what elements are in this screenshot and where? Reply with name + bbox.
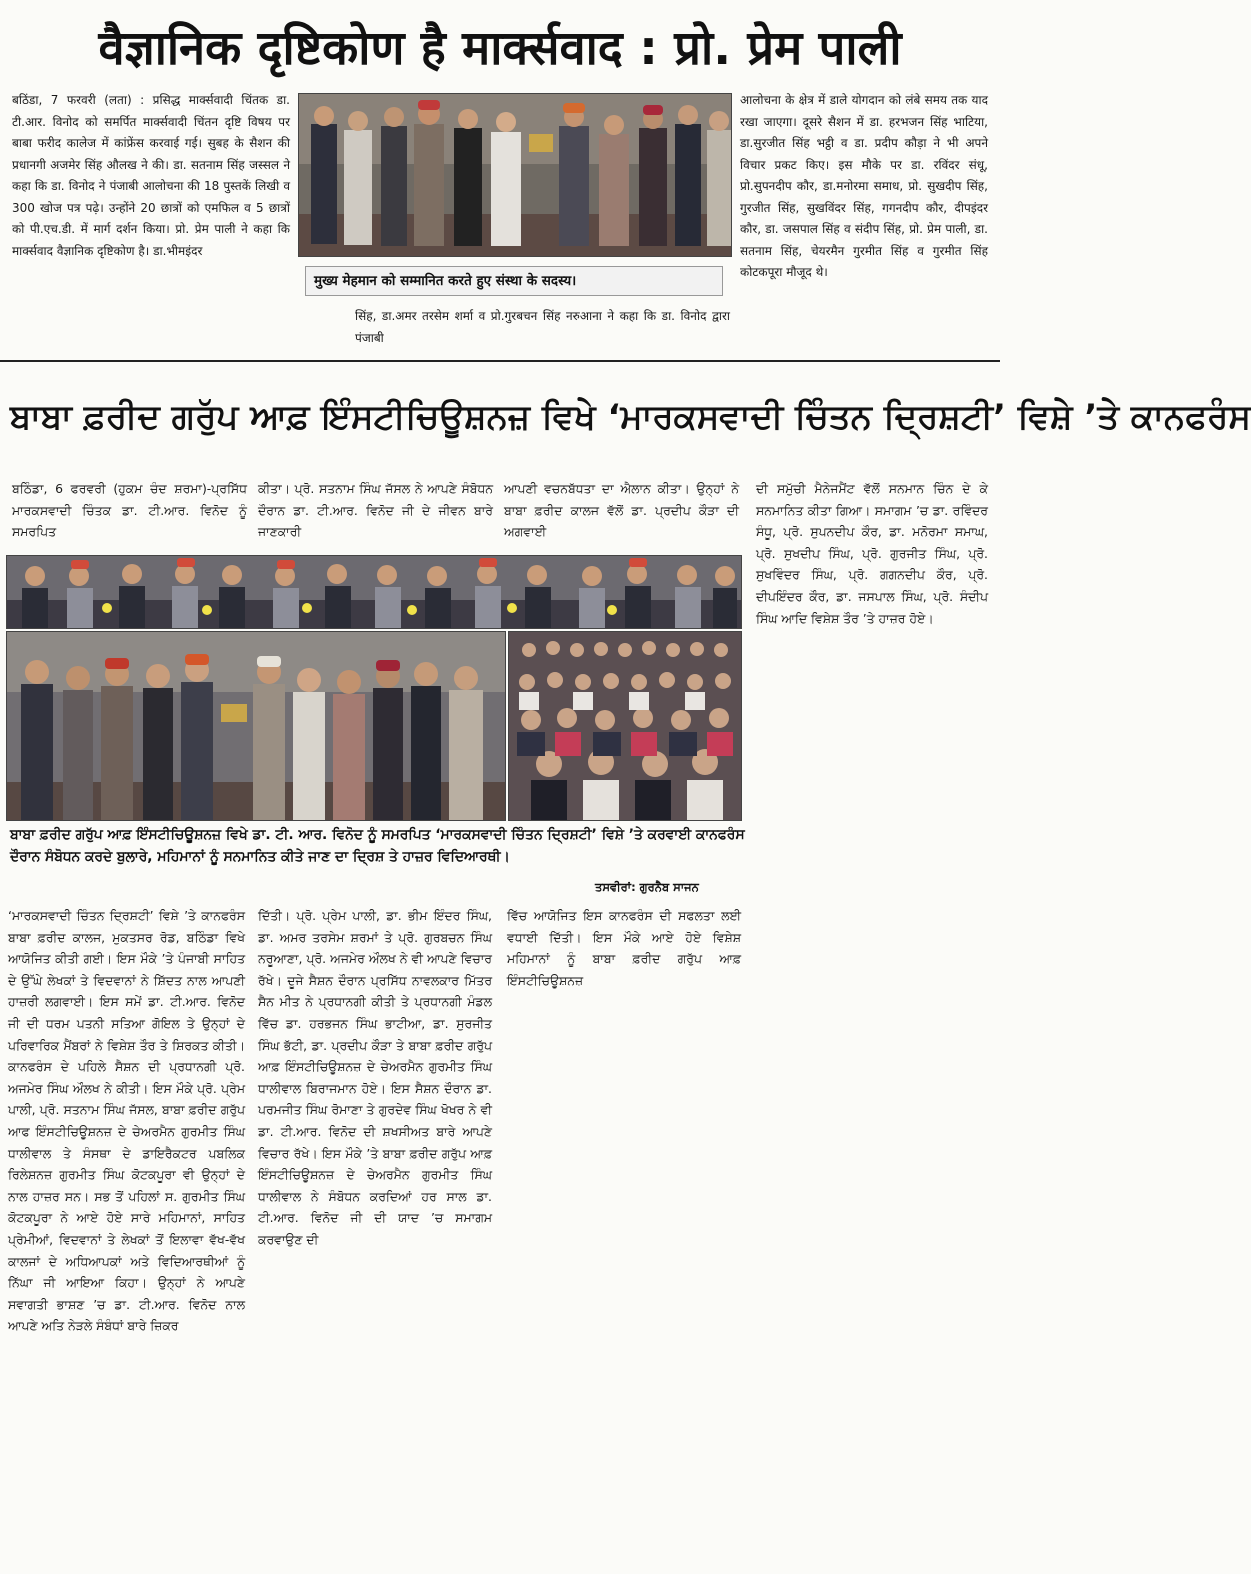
hindi-headline: वैज्ञानिक दृष्टिकोण है मार्क्सवाद : प्रो. प्रेम पाली	[98, 21, 902, 76]
hindi-felicitation-photo	[298, 93, 732, 257]
punjabi-stage-photo	[6, 555, 742, 629]
punjabi-photo-caption: ਬਾਬਾ ਫ਼ਰੀਦ ਗਰੁੱਪ ਆਫ਼ ਇੰਸਟੀਚਿਊਸ਼ਨਜ਼ ਵਿਖੇ ਡਾ. ਟੀ. ਆਰ. ਵਿਨੋਦ ਨੂੰ ਸਮਰਪਿਤ ‘ਮਾਰਕਸਵਾਦੀ ਚਿੰਤਨ ਦ੍ਰਿਸ਼ਟੀ’ ਵਿਸ਼ੇ ’ਤੇ ਕਰਵਾਈ ਕਾਨਫਰੰਸ ਦੌਰਾਨ ਸੰਬੋਧਨ ਕਰਦੇ ਬੁਲਾਰੇ, ਮਹਿਮਾਨਾਂ ਨੂੰ ਸਨਮਾਨਿਤ ਕੀਤੇ ਜਾਣ ਦਾ ਦ੍ਰਿਸ਼ ਤੇ ਹਾਜ਼ਰ ਵਿਦਿਆਰਥੀ।	[10, 827, 745, 865]
hindi-photo-caption: मुख्य मेहमान को सम्मानित करते हुए संस्था के सदस्य।	[305, 266, 723, 296]
punjabi-top-column-3: ਆਪਣੀ ਵਚਨਬੱਧਤਾ ਦਾ ਐਲਾਨ ਕੀਤਾ। ਉਨ੍ਹਾਂ ਨੇ ਬਾਬਾ ਫ਼ਰੀਦ ਕਾਲਜ ਵੱਲੋਂ ਡਾ. ਪ੍ਰਦੀਪ ਕੌੜਾ ਦੀ ਅਗਵਾਈ	[504, 481, 739, 540]
hindi-column-2: सिंह, डा.अमर तरसेम शर्मा व प्रो.गुरबचन सिंह नरुआना ने कहा कि डा. विनोद द्वारा पंजाबी	[355, 309, 730, 345]
punjabi-bottom-column-1: ‘ਮਾਰਕਸਵਾਦੀ ਚਿੰਤਨ ਦ੍ਰਿਸ਼ਟੀ’ ਵਿਸ਼ੇ ’ਤੇ ਕਾਨਫਰੰਸ ਬਾਬਾ ਫ਼ਰੀਦ ਕਾਲਜ, ਮੁਕਤਸਰ ਰੋਡ, ਬਠਿੰਡਾ ਵਿਖੇ ਆਯੋਜਿਤ ਕੀਤੀ ਗਈ। ਇਸ ਮੌਕੇ ’ਤੇ ਪੰਜਾਬੀ ਸਾਹਿਤ ਦੇ ਉੱਘੇ ਲੇਖਕਾਂ ਤੇ ਵਿਦਵਾਨਾਂ ਨੇ ਸ਼ਿੱਦਤ ਨਾਲ ਆਪਣੀ ਹਾਜ਼ਰੀ ਲਗਵਾਈ। ਇਸ ਸਮੇਂ ਡਾ. ਟੀ.ਆਰ. ਵਿਨੋਦ ਜੀ ਦੀ ਧਰਮ ਪਤਨੀ ਸਤਿਆ ਗੋਇਲ ਤੇ ਉਨ੍ਹਾਂ ਦੇ ਪਰਿਵਾਰਿਕ ਮੈਂਬਰਾਂ ਨੇ ਵਿਸ਼ੇਸ਼ ਤੌਰ ਤੇ ਸ਼ਿਰਕਤ ਕੀਤੀ। ਕਾਨਫਰੰਸ ਦੇ ਪਹਿਲੇ ਸੈਸ਼ਨ ਦੀ ਪ੍ਰਧਾਨਗੀ ਪ੍ਰੋ. ਅਜਮੇਰ ਸਿੰਘ ਔਲਖ ਨੇ ਕੀਤੀ। ਇਸ ਮੌਕੇ ਪ੍ਰੋ. ਪ੍ਰੇਮ ਪਾਲੀ, ਪ੍ਰੋ. ਸਤਨਾਮ ਸਿੰਘ ਜੱਸਲ, ਬਾਬਾ ਫ਼ਰੀਦ ਗਰੁੱਪ ਆਫ ਇੰਸਟੀਚਿਊਸ਼ਨਜ਼ ਦੇ ਚੇਅਰਮੈਨ ਗੁਰਮੀਤ ਸਿੰਘ ਧਾਲੀਵਾਲ ਤੇ ਸੰਸਥਾ ਦੇ ਡਾਇਰੈਕਟਰ ਪਬਲਿਕ ਰਿਲੇਸ਼ਨਜ਼ ਗੁਰਮੀਤ ਸਿੰਘ ਕੋਟਕਪੂਰਾ ਵੀ ਉਨ੍ਹਾਂ ਦੇ ਨਾਲ ਹਾਜ਼ਰ ਸਨ। ਸਭ ਤੋਂ ਪਹਿਲਾਂ ਸ. ਗੁਰਮੀਤ ਸਿੰਘ ਕੋਟਕਪੂਰਾ ਨੇ ਆਏ ਹੋਏ ਸਾਰੇ ਮਹਿਮਾਨਾਂ, ਸਾਹਿਤ ਪ੍ਰੇਮੀਆਂ, ਵਿਦਵਾਨਾਂ ਤੇ ਲੇਖਕਾਂ ਤੋਂ ਇਲਾਵਾ ਵੱਖ-ਵੱਖ ਕਾਲਜਾਂ ਦੇ ਅਧਿਆਪਕਾਂ ਅਤੇ ਵਿਦਿਆਰਥੀਆਂ ਨੂੰ ਨਿੱਘਾ ਜੀ ਆਇਆ ਕਿਹਾ। ਉਨ੍ਹਾਂ ਨੇ ਆਪਣੇ ਸਵਾਗਤੀ ਭਾਸ਼ਣ ’ਚ ਡਾ. ਟੀ.ਆਰ. ਵਿਨੋਦ ਨਾਲ ਆਪਣੇ ਅਤਿ ਨੇੜਲੇ ਸੰਬੰਧਾਂ ਬਾਰੇ ਜ਼ਿਕਰ	[8, 908, 245, 1334]
punjabi-headline: ਬਾਬਾ ਫ਼ਰੀਦ ਗਰੁੱਪ ਆਫ਼ ਇੰਸਟੀਚਿਊਸ਼ਨਜ਼ ਵਿਖੇ ‘ਮਾਰਕਸਵਾਦੀ ਚਿੰਤਨ ਦ੍ਰਿਸ਼ਟੀ’ ਵਿਸ਼ੇ ’ਤੇ ਕਾਨਫਰੰਸ	[10, 397, 1251, 437]
hindi-column-3: आलोचना के क्षेत्र में डाले योगदान को लंबे समय तक याद रखा जाएगा। दूसरे सैशन में डा. हरभजन सिंह भाटिया, डा.सुरजीत सिंह भट्ठी व डा. प्रदीप कौड़ा ने भी अपने विचार प्रकट किए। इस मौके पर डा. रविंदर संधू, प्रो.सुपनदीप कौर, डा.मनोरमा समाध, प्रो. सुखदीप सिंह, गुरजीत सिंह, सुखविंदर सिंह, गगनदीप कौर, दीपइंदर कौर, डा. जसपाल सिंह व संदीप सिंह, प्रो. प्रेम पाली, डा. सतनाम सिंह, चेयरमैन गुरमीत सिंह व गुरमीत सिंह कोटकपूरा मौजूद थे।	[740, 93, 988, 279]
photo-credit: ਤਸਵੀਰਾਂ: ਗੁਰਨੈਬ ਸਾਜਨ	[595, 880, 699, 894]
article-divider	[0, 360, 1000, 362]
punjabi-felicitation-photo	[6, 631, 506, 821]
hindi-column-1: बठिंडा, 7 फरवरी (लता) : प्रसिद्ध मार्क्सवादी चिंतक डा. टी.आर. विनोद को समर्पित मार्क्सवादी चिंतन दृष्टि विषय पर बाबा फरीद कालेज में कांफ्रेंस करवाई गई। सुबह के सैशन की प्रधानगी अजमेर सिंह औलख ने की। डा. सतनाम सिंह जस्सल ने कहा कि डा. विनोद ने पंजाबी आलोचना की 18 पुस्तकें लिखी व 300 खोज पत्र पढ़े। उन्होंने 20 छात्रों को एमफिल व 5 छात्रों को पी.एच.डी. में मार्ग दर्शन किया। प्रो. प्रेम पाली ने कहा कि मार्क्सवाद वैज्ञानिक दृष्टिकोण है। डा.भीमइंदर	[12, 93, 290, 258]
punjabi-bottom-column-3: ਵਿੱਚ ਆਯੋਜਿਤ ਇਸ ਕਾਨਫਰੰਸ ਦੀ ਸਫਲਤਾ ਲਈ ਵਧਾਈ ਦਿੱਤੀ। ਇਸ ਮੌਕੇ ਆਏ ਹੋਏ ਵਿਸ਼ੇਸ਼ ਮਹਿਮਾਨਾਂ ਨੂੰ ਬਾਬਾ ਫ਼ਰੀਦ ਗਰੁੱਪ ਆਫ਼ ਇੰਸਟੀਚਿਊਸ਼ਨਜ਼	[507, 908, 741, 988]
punjabi-students-photo	[508, 631, 742, 821]
punjabi-top-column-1: ਬਠਿੰਡਾ, 6 ਫਰਵਰੀ (ਹੁਕਮ ਚੰਦ ਸ਼ਰਮਾ)-ਪ੍ਰਸਿੱਧ ਮਾਰਕਸਵਾਦੀ ਚਿੰਤਕ ਡਾ. ਟੀ.ਆਰ. ਵਿਨੋਦ ਨੂੰ ਸਮਰਪਿਤ	[12, 481, 247, 540]
punjabi-right-column: ਦੀ ਸਮੁੱਚੀ ਮੈਨੇਜਮੈਂਟ ਵੱਲੋਂ ਸਨਮਾਨ ਚਿੰਨ ਦੇ ਕੇ ਸਨਮਾਨਿਤ ਕੀਤਾ ਗਿਆ। ਸਮਾਗਮ ’ਚ ਡਾ. ਰਵਿੰਦਰ ਸੰਧੂ, ਪ੍ਰੋ. ਸੁਪਨਦੀਪ ਕੌਰ, ਡਾ. ਮਨੋਰਮਾ ਸਮਾਘ, ਪ੍ਰੋ. ਸੁਖਦੀਪ ਸਿੰਘ, ਪ੍ਰੋ. ਗੁਰਜੀਤ ਸਿੰਘ, ਪ੍ਰੋ. ਸੁਖਵਿੰਦਰ ਸਿੰਘ, ਪ੍ਰੋ. ਗਗਨਦੀਪ ਕੌਰ, ਪ੍ਰੋ. ਦੀਪਇੰਦਰ ਕੌਰ, ਡਾ. ਜਸਪਾਲ ਸਿੰਘ, ਪ੍ਰੋ. ਸੰਦੀਪ ਸਿੰਘ ਆਦਿ ਵਿਸ਼ੇਸ਼ ਤੌਰ ’ਤੇ ਹਾਜ਼ਰ ਹੋਏ।	[756, 481, 988, 626]
punjabi-top-column-2: ਕੀਤਾ। ਪ੍ਰੋ. ਸਤਨਾਮ ਸਿੰਘ ਜੱਸਲ ਨੇ ਆਪਣੇ ਸੰਬੋਧਨ ਦੌਰਾਨ ਡਾ. ਟੀ.ਆਰ. ਵਿਨੋਦ ਜੀ ਦੇ ਜੀਵਨ ਬਾਰੇ ਜਾਣਕਾਰੀ	[258, 481, 493, 540]
punjabi-bottom-column-2: ਦਿੱਤੀ। ਪ੍ਰੋ. ਪ੍ਰੇਮ ਪਾਲੀ, ਡਾ. ਭੀਮ ਇੰਦਰ ਸਿੰਘ, ਡਾ. ਅਮਰ ਤਰਸੇਮ ਸ਼ਰਮਾਂ ਤੇ ਪ੍ਰੋ. ਗੁਰਬਚਨ ਸਿੰਘ ਨਰੂਆਣਾ, ਪ੍ਰੋ. ਅਜਮੇਰ ਔਲਖ ਨੇ ਵੀ ਆਪਣੇ ਵਿਚਾਰ ਰੱਖੇ। ਦੂਜੇ ਸੈਸ਼ਨ ਦੌਰਾਨ ਪ੍ਰਸਿੱਧ ਨਾਵਲਕਾਰ ਮਿੱਤਰ ਸੈਨ ਮੀਤ ਨੇ ਪ੍ਰਧਾਨਗੀ ਕੀਤੀ ਤੇ ਪ੍ਰਧਾਨਗੀ ਮੰਡਲ ਵਿੱਚ ਡਾ. ਹਰਭਜਨ ਸਿੰਘ ਭਾਟੀਆ, ਡਾ. ਸੁਰਜੀਤ ਸਿੰਘ ਭੱਟੀ, ਡਾ. ਪ੍ਰਦੀਪ ਕੌੜਾ ਤੇ ਬਾਬਾ ਫ਼ਰੀਦ ਗਰੁੱਪ ਆਫ਼ ਇੰਸਟੀਚਿਊਸ਼ਨਜ਼ ਦੇ ਚੇਅਰਮੈਨ ਗੁਰਮੀਤ ਸਿੰਘ ਧਾਲੀਵਾਲ ਬਿਰਾਜਮਾਨ ਹੋਏ। ਇਸ ਸੈਸ਼ਨ ਦੌਰਾਨ ਡਾ. ਪਰਮਜੀਤ ਸਿੰਘ ਰੋਮਾਣਾ ਤੇ ਗੁਰਦੇਵ ਸਿੰਘ ਖੋਖਰ ਨੇ ਵੀ ਡਾ. ਟੀ.ਆਰ. ਵਿਨੋਦ ਦੀ ਸ਼ਖਸੀਅਤ ਬਾਰੇ ਆਪਣੇ ਵਿਚਾਰ ਰੱਖੇ। ਇਸ ਮੌਕੇ ’ਤੇ ਬਾਬਾ ਫ਼ਰੀਦ ਗਰੁੱਪ ਆਫ਼ ਇੰਸਟੀਚਿਊਸ਼ਨਜ਼ ਦੇ ਚੇਅਰਮੈਨ ਗੁਰਮੀਤ ਸਿੰਘ ਧਾਲੀਵਾਲ ਨੇ ਸੰਬੋਧਨ ਕਰਦਿਆਂ ਹਰ ਸਾਲ ਡਾ. ਟੀ.ਆਰ. ਵਿਨੋਦ ਜੀ ਦੀ ਯਾਦ ’ਚ ਸਮਾਗਮ ਕਰਵਾਉਣ ਦੀ	[258, 908, 492, 1247]
